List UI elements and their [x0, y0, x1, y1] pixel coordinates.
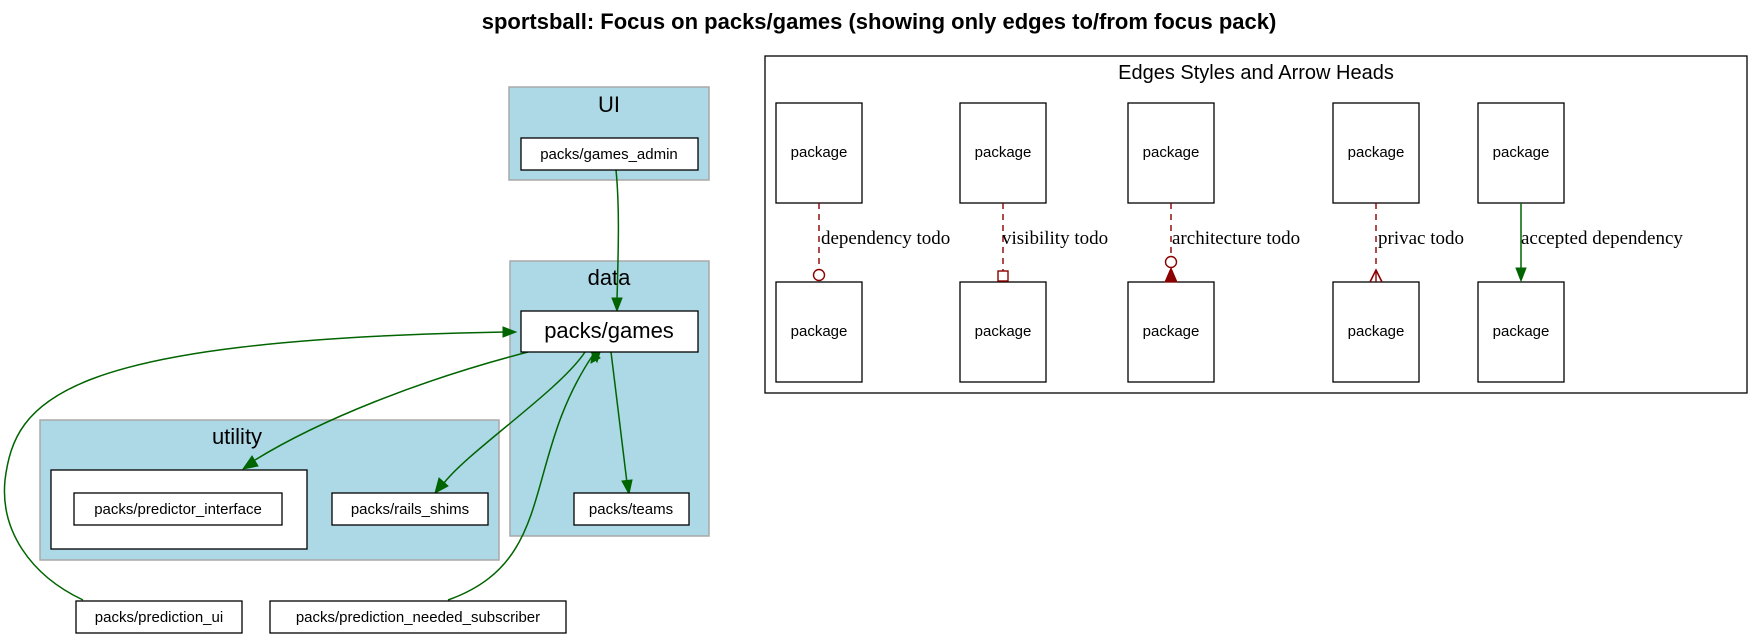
node-prediction-needed-subscriber[interactable]: [270, 601, 566, 633]
legend-package-label: package: [1492, 144, 1550, 161]
legend-edge-label: visibility todo: [1002, 228, 1109, 249]
node-rails-shims[interactable]: [332, 493, 488, 525]
legend-title: Edges Styles and Arrow Heads: [1118, 62, 1394, 84]
diagram-title: sportsball: Focus on packs/games (showing only edges to/from focus pack): [481, 9, 1277, 34]
legend-package-label: package: [790, 323, 848, 340]
node-prediction-ui-label: packs/prediction_ui: [94, 609, 224, 626]
node-games-admin[interactable]: [521, 138, 698, 170]
node-games[interactable]: [521, 311, 698, 352]
legend-head-odot-icon: [1166, 257, 1177, 268]
legend-edge-label: dependency todo: [821, 228, 951, 249]
node-teams[interactable]: [574, 493, 689, 525]
node-prediction-ui[interactable]: [76, 601, 242, 633]
legend-edge-label: accepted dependency: [1521, 228, 1683, 249]
legend: [765, 56, 1747, 393]
legend-edge-label: architecture todo: [1172, 228, 1301, 249]
legend-package-label: package: [974, 323, 1032, 340]
cluster-data-label: data: [587, 265, 631, 290]
cluster-utility: [40, 420, 499, 560]
cluster-utility-label: utility: [211, 424, 263, 449]
legend-package-label: package: [1347, 323, 1405, 340]
legend-package-label: package: [974, 144, 1032, 161]
legend-package-label: package: [1347, 144, 1405, 161]
node-prediction-needed-subscriber-label: packs/prediction_needed_subscriber: [295, 609, 541, 626]
legend-package-label: package: [1142, 323, 1200, 340]
legend-box: [765, 56, 1747, 393]
legend-package-label: package: [1492, 323, 1550, 340]
cluster-ui-label: UI: [598, 92, 620, 117]
node-games-label: packs/games: [544, 318, 674, 343]
legend-edge-label: privac todo: [1378, 228, 1465, 249]
legend-head-odot-icon: [814, 270, 825, 281]
node-games-admin-label: packs/games_admin: [540, 146, 678, 163]
node-predictor-interface[interactable]: [74, 493, 282, 525]
legend-package-label: package: [1142, 144, 1200, 161]
node-rails-shims-label: packs/rails_shims: [350, 501, 470, 518]
legend-head-obox-icon: [998, 271, 1008, 281]
node-predictor-interface-label: packs/predictor_interface: [94, 501, 262, 518]
node-teams-label: packs/teams: [588, 501, 674, 518]
legend-package-label: package: [790, 144, 848, 161]
